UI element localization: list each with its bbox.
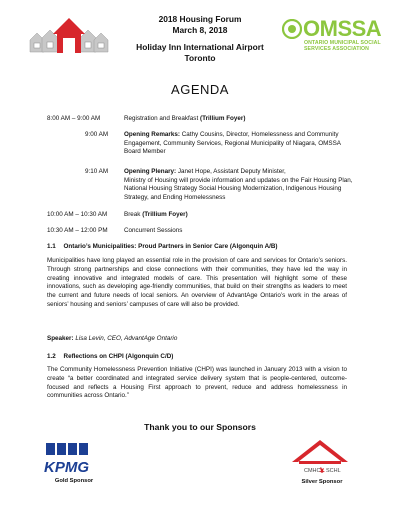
schedule-item	[124, 115, 364, 124]
kpmg-wordmark: KPMG	[44, 459, 89, 476]
sponsors-heading: Thank you to our Sponsors	[144, 422, 256, 432]
session-heading	[47, 243, 367, 250]
housing-forum-logo	[28, 16, 110, 56]
omssa-emblem-icon	[282, 19, 302, 39]
schedule-time: 9:10 AM	[85, 168, 109, 175]
speaker-label: Speaker:	[47, 335, 74, 342]
schedule-text: Break	[124, 211, 141, 218]
kpmg-logo	[42, 441, 102, 477]
schedule-item	[124, 211, 364, 220]
event-city: Toronto	[184, 53, 216, 63]
cmhc-text-fr: SCHL	[326, 468, 341, 474]
schedule-text: Registration and Breakfast	[124, 115, 199, 122]
session-description: The Community Homelessness Prevention Initiative (CHPI) was launched in January 2013 with a vision to create “a better coordinated and integrated service delivery system that is people-centered, outcome-focused and reflects a Housing First approach to prevent, reduce and address homelessness in communities across Ontario.”	[47, 366, 347, 400]
schedule-text: Concurrent Sessions	[124, 227, 183, 234]
agenda-title: AGENDA	[171, 82, 229, 97]
silver-sponsor-label: Silver Sponsor	[301, 479, 343, 485]
schedule-label: Opening Remarks:	[124, 131, 180, 138]
schedule-time: 9:00 AM	[85, 131, 109, 138]
cmhc-text-en: CMHC	[304, 468, 321, 474]
gold-sponsor-label: Gold Sponsor	[54, 478, 94, 484]
session-title: Reflections on CHPI (Algonquin C/D)	[63, 353, 174, 360]
session-description: Municipalities have long played an essential role in the provision of care and services for Ontario’s seniors. Through strong partnerships and close connections with their communities, they have led the way in creating innovative and integrated models of care. This presentation will highlight some of these innovations, such as developing age-friendly communities, that build on their strengths as leaders to meet the current and future needs of local seniors. An overview of AdvantAge Ontario’s work in the areas of seniors’ housing and seniors’ campuses of care will also be provided.	[47, 257, 347, 308]
event-date: March 8, 2018	[172, 25, 228, 35]
schedule-location: (Trillium Foyer)	[142, 211, 188, 218]
session-heading	[47, 353, 367, 360]
session-title: Ontario’s Municipalities: Proud Partners in Senior Care (Algonquin A/B)	[63, 243, 278, 250]
schedule-label: Opening Plenary:	[124, 168, 177, 175]
session-number: 1.2	[47, 353, 56, 360]
schedule-time: 8:00 AM – 9:00 AM	[47, 115, 101, 122]
omssa-wordmark: OMSSA	[303, 16, 382, 41]
schedule-time: 10:00 AM – 10:30 AM	[47, 211, 108, 218]
session-speaker	[47, 335, 347, 344]
schedule-text: Cathy Cousins, Director, Homelessness and Community Engagement, Community Services, Regional Municipality of Niagara, OMSSA Board Member	[124, 131, 341, 156]
event-header	[120, 14, 280, 64]
forum-title: 2018 Housing Forum	[158, 14, 242, 24]
schedule-item	[124, 168, 356, 202]
schedule-text-line1: Janet Hope, Assistant Deputy Minister,	[177, 168, 286, 175]
schedule-time: 10:30 AM – 12:00 PM	[47, 227, 108, 234]
omssa-subtitle-2: SERVICES ASSOCIATION	[304, 46, 370, 52]
schedule-location: (Trillium Foyer)	[199, 115, 246, 122]
omssa-subtitle-1: ONTARIO MUNICIPAL SOCIAL	[304, 40, 381, 46]
omssa-logo	[282, 18, 390, 52]
cmhc-logo	[290, 438, 350, 480]
session-number: 1.1	[47, 243, 56, 250]
schedule-item	[124, 131, 349, 157]
speaker-name: Lisa Levin, CEO, AdvantAge Ontario	[75, 335, 178, 342]
schedule-text: Ministry of Housing will provide information and updates on the Fair Housing Plan, National Housing Strategy Social Housing Modernization, Indigenous Housing Strategy, and Ending Homelessness	[124, 176, 353, 201]
event-venue: Holiday Inn International Airport	[136, 42, 264, 52]
